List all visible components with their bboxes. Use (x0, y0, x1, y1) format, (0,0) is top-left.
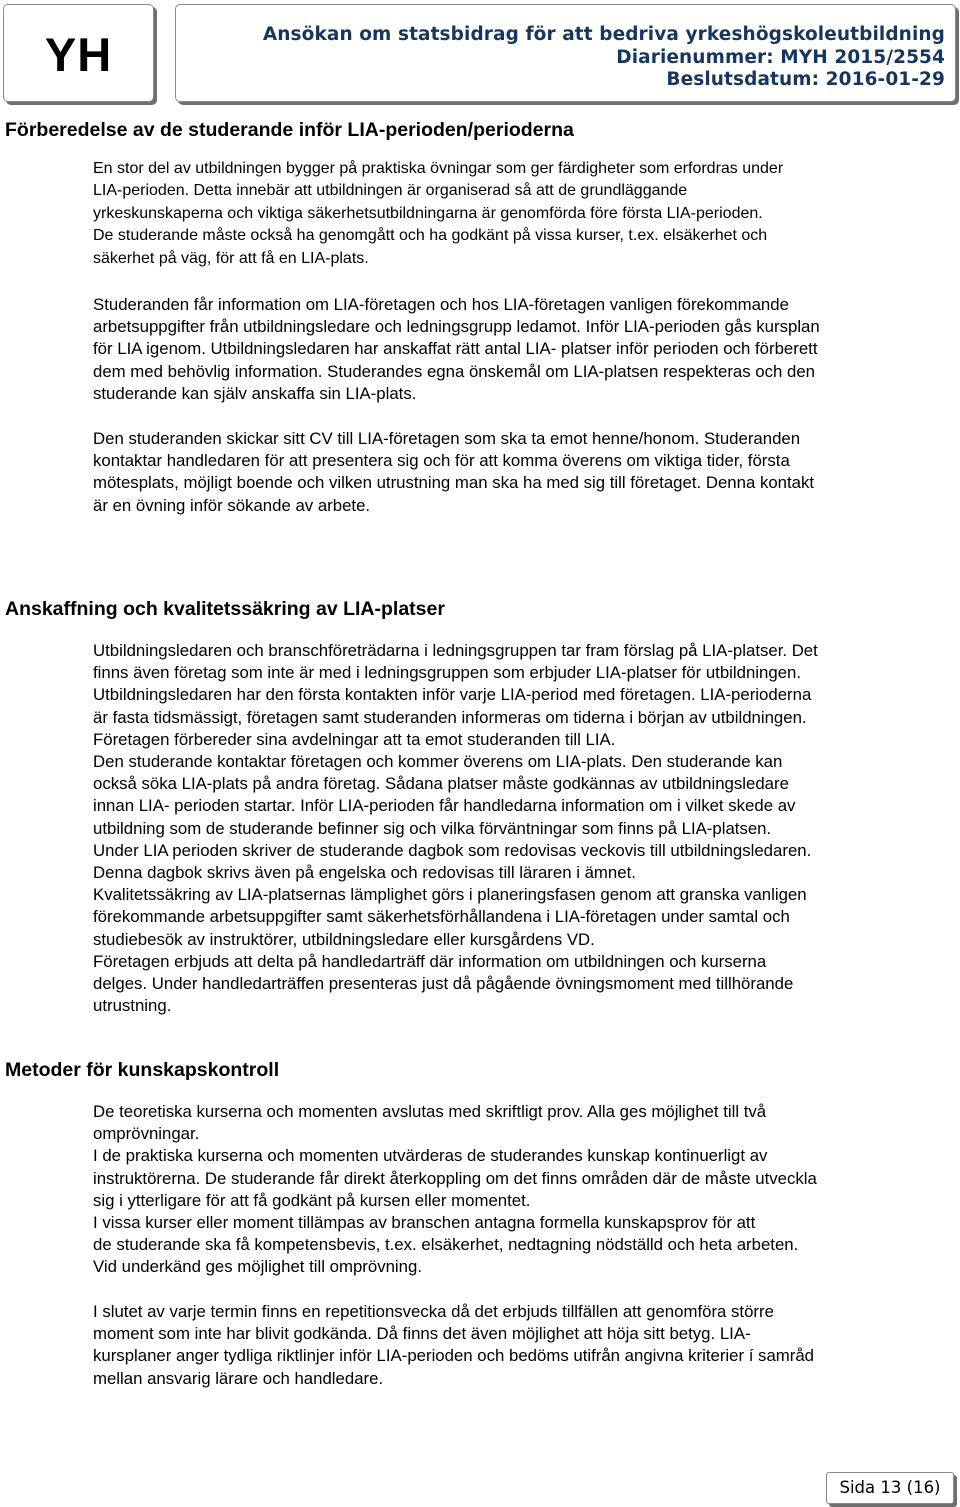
header-title-lines (263, 24, 945, 92)
diarienummer: Diarienummer: MYH 2015/2554 (616, 46, 945, 68)
paragraph-forberedelse-1: En stor del av utbildningen bygger på praktiska övningar som ger färdigheter som erfordras under LIA-perioden. Detta innebär att utbildningen är organiserad så att de grundläggande yrkeskunskaperna och viktiga säkerhetsutbildningarna är genomförda före första LIA-perioden. De studerande måste också ha genomgått och ha godkänt på vissa kurser, t.ex. elsäkerhet och säkerhet på väg, för att få en LIA-plats. (93, 160, 784, 267)
yh-logo: YH (44, 28, 113, 81)
section-heading-forberedelse: Förberedelse av de studerande inför LIA-perioden/perioderna (5, 119, 574, 141)
paragraph-forberedelse-2: Studeranden får information om LIA-företagen och hos LIA-företagen vanligen förekommande arbetsuppgifter från utbildningsledare och ledningsgrupp ledamot. Inför LIA-perioden gås kursplan för LIA igenom. Utbildningsledaren har anskaffat rätt antal LIA- platser inför perioden och förberett dem med behövlig information. Studerandes egna önskemål om LIA-platsen respekteras och den studerande kan själv anskaffa sin LIA-plats. (93, 295, 820, 403)
paragraph-metoder-1: De teoretiska kurserna och momenten avslutas med skriftligt prov. Alla ges möjlighet till två omprövningar. I de praktiska kurserna och momenten utvärderas de studerandes kunskap kontinuerligt av instruktörerna. De studerande får direkt återkoppling om det finns områden där de måste utveckla sig i ytterligare för att få godkänt på kursen eller momentet. I vissa kurser eller moment tillämpas av branschen antagna formella kunskapsprov för att de studerande ska få kompetensbevis, t.ex. elsäkerhet, nedtagning nödställd och heta arbeten. Vid underkänd ges möjlighet till omprövning. (93, 1102, 817, 1277)
logo-box (3, 4, 154, 102)
header-title-box (175, 4, 956, 102)
document-title: Ansökan om statsbidrag för att bedriva yrkeshögskoleutbildning (262, 24, 945, 45)
section-heading-anskaffning: Anskaffning och kvalitetssäkring av LIA-platser (5, 598, 445, 620)
beslutsdatum: Beslutsdatum: 2016-01-29 (666, 69, 945, 90)
paragraph-anskaffning-1: Utbildningsledaren och branschföreträdarna i ledningsgruppen tar fram förslag på LIA-platser. Det finns även företag som inte är med i ledningsgruppen som erbjuder LIA-platser för utbildningen. Utbildningsledaren har den första kontakten inför varje LIA-period med företagen. LIA-perioderna är fasta tidsmässigt, företagen samt studeranden informeras om tiderna i början av utbildningen. Företagen förbereder sina avdelningar att ta emot studeranden till LIA. Den studerande kontaktar företagen och kommer överens om LIA-plats. Den studerande kan också söka LIA-plats på andra företag. Sådana platser måste godkännas av utbildningsledare innan LIA- perioden startar. Inför LIA-perioden får handledarna information om i vilket skede av utbildning som de studerande befinner sig och vilka förväntningar som finns på LIA-platsen. Under LIA perioden skriver de studerande dagbok som redovisas veckovis till utbildningsledaren. Denna dagbok skrivs även på engelska och redovisas till läraren i ämnet. Kvalitetssäkring av LIA-platsernas lämplighet görs i planeringsfasen genom att granska vanligen förekommande arbetsuppgifter samt säkerhetsförhållandena i LIA-företagen under samtal och studiebesök av instruktörer, utbildningsledare eller kursgårdens VD. Företagen erbjuds att delta på handledarträff där information om utbildningen och kurserna delges. Under handledarträffen presenteras just då pågående övningsmoment med tillhörande utrustning. (93, 641, 818, 1016)
page-number: Sida 13 (16) (839, 1478, 941, 1497)
paragraph-metoder-2: I slutet av varje termin finns en repetitionsvecka då det erbjuds tillfällen att genomföra större moment som inte har blivit godkända. Då finns det även möjlighet att höja sitt betyg. LIA- kursplaner anger tydliga riktlinjer inför LIA-perioden och bedöms utifrån angivna kriterier í samråd mellan ansvarig lärare och handledare. (93, 1302, 815, 1388)
paragraph-forberedelse-3: Den studeranden skickar sitt CV till LIA-företagen som ska ta emot henne/honom. Studeranden kontaktar handledaren för att presentera sig och för att komma överens om viktiga tider, första mötesplats, möjligt boende och vilken utrustning man ska ha med sig till företaget. Denna kontakt är en övning inför sökande av arbete. (93, 429, 815, 515)
section-heading-metoder: Metoder för kunskapskontroll (5, 1059, 280, 1081)
page-number-box (826, 1472, 954, 1504)
